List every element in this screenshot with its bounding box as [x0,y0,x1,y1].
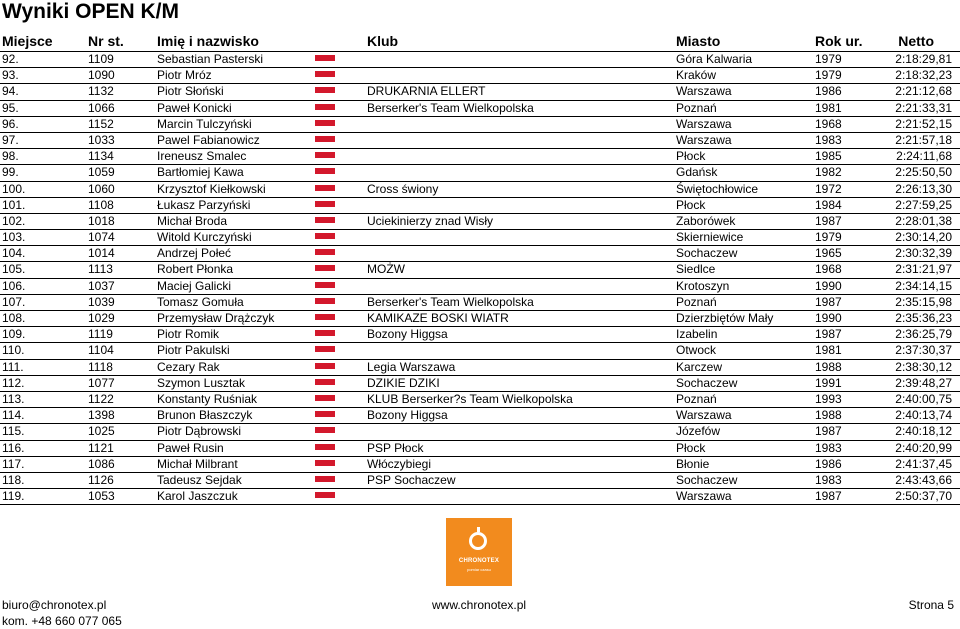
poland-flag-icon [315,279,335,288]
cell-nr: 1059 [88,165,115,180]
cell-city: Góra Kalwaria [676,52,753,66]
cell-nr: 1053 [88,489,115,504]
table-row [0,408,960,424]
table-row [0,133,960,149]
results-table [0,52,960,505]
cell-name: Piotr Dąbrowski [157,424,242,439]
cell-year: 1982 [815,165,842,180]
table-row [0,68,960,84]
cell-time: 2:30:32,39 [895,246,952,261]
table-row [0,52,960,68]
table-row [0,198,960,214]
cell-time: 2:18:29,81 [895,52,952,66]
cell-name: Maciej Galicki [157,278,232,293]
cell-club: PSP Sochaczew [367,472,456,487]
cell-club: Berserker's Team Wielkopolska [367,294,534,309]
cell-nr: 1025 [88,424,115,439]
poland-flag-icon [315,68,335,77]
cell-name: Przemysław Drążczyk [157,311,275,325]
cell-name: Michał Milbrant [157,456,238,471]
cell-nr: 1118 [88,359,113,374]
poland-flag-icon [315,311,335,320]
cell-time: 2:24:11,68 [896,149,952,164]
cell-nr: 1018 [88,213,115,228]
poland-flag-icon [315,230,335,239]
table-row [0,343,960,359]
cell-year: 1965 [815,246,842,261]
cell-nr: 1108 [88,197,114,212]
cell-city: Poznań [676,294,717,309]
cell-club: DZIKIE DZIKI [367,375,440,390]
poland-flag-icon [315,214,335,223]
cell-place: 106. [2,278,26,293]
cell-club: KAMIKAZE BOSKI WIATR [367,311,509,325]
cell-name: Ireneusz Smalec [157,149,247,164]
cell-name: Witold Kurczyński [157,230,252,245]
cell-place: 107. [2,294,26,309]
page-title: Wyniki OPEN K/M [2,0,179,23]
cell-name: Krzysztof Kiełkowski [157,181,266,196]
table-row [0,376,960,392]
cell-name: Piotr Mróz [157,68,212,83]
cell-nr: 1037 [88,278,115,293]
cell-nr: 1122 [88,391,114,406]
cell-time: 2:40:00,75 [895,391,952,406]
chronotex-logo [446,518,512,586]
cell-time: 2:34:14,15 [895,278,952,293]
header-city: Miasto [676,33,721,49]
poland-flag-icon [315,327,335,336]
cell-year: 1988 [815,359,842,374]
cell-year: 1987 [815,489,842,504]
cell-year: 1983 [815,440,842,455]
cell-place: 117. [2,456,25,471]
cell-place: 118. [2,472,25,487]
cell-city: Świętochłowice [676,181,759,196]
cell-nr: 1398 [88,408,115,423]
cell-place: 119. [2,489,25,504]
cell-year: 1968 [815,116,842,131]
cell-nr: 1090 [88,68,115,83]
cell-year: 1986 [815,84,842,99]
table-row [0,489,960,505]
table-row [0,295,960,311]
cell-nr: 1113 [88,262,113,277]
cell-city: Sochaczew [676,375,738,390]
cell-year: 1985 [815,149,842,164]
poland-flag-icon [315,182,335,191]
poland-flag-icon [315,489,335,498]
cell-time: 2:39:48,27 [895,375,952,390]
logo-text: CHRONOTEX [458,558,500,564]
cell-place: 104. [2,246,26,261]
cell-year: 1986 [815,456,842,471]
table-row [0,327,960,343]
cell-nr: 1104 [88,343,114,358]
cell-city: Poznań [676,391,717,406]
cell-name: Sebastian Pasterski [157,52,264,66]
footer-website[interactable]: www.chronotex.pl [432,598,527,612]
table-row [0,101,960,117]
cell-time: 2:21:57,18 [895,132,952,147]
cell-name: Piotr Romik [157,327,220,342]
header-year: Rok ur. [815,33,863,49]
cell-name: Łukasz Parzyński [157,197,251,212]
header-nr: Nr st. [88,33,124,49]
cell-name: Paweł Rusin [157,440,224,455]
cell-name: Marcin Tulczyński [157,116,252,131]
table-row [0,182,960,198]
cell-club: Berserker's Team Wielkopolska [367,100,534,115]
table-row [0,214,960,230]
cell-nr: 1039 [88,294,115,309]
cell-year: 1987 [815,294,842,309]
cell-name: Michał Broda [157,213,228,228]
cell-city: Zaborówek [676,213,736,228]
table-row [0,311,960,327]
cell-year: 1968 [815,262,842,277]
cell-time: 2:30:14,20 [895,230,952,245]
cell-year: 1984 [815,197,842,212]
cell-time: 2:26:13,30 [895,181,952,196]
cell-year: 1981 [815,100,842,115]
cell-nr: 1132 [88,84,114,99]
table-row [0,262,960,278]
cell-nr: 1029 [88,311,115,325]
cell-city: Józefów [676,424,721,439]
logo-subtext: pomiar czasu [467,567,491,572]
cell-name: Cezary Rak [157,359,220,374]
header-time: Netto [898,33,934,49]
poland-flag-icon [315,424,335,433]
poland-flag-icon [315,473,335,482]
poland-flag-icon [315,198,335,207]
table-row [0,441,960,457]
cell-nr: 1060 [88,181,115,196]
cell-time: 2:40:13,74 [895,408,952,423]
header-name: Imię i nazwisko [157,33,259,49]
cell-time: 2:28:01,38 [895,213,952,228]
table-row [0,392,960,408]
table-row [0,279,960,295]
cell-time: 2:27:59,25 [895,197,952,212]
cell-year: 1987 [815,424,842,439]
cell-place: 113. [2,391,25,406]
cell-club: Włóczybiegi [367,456,432,471]
cell-place: 95. [2,100,19,115]
table-row [0,149,960,165]
cell-club: Cross świony [367,181,439,196]
cell-time: 2:40:18,12 [895,424,952,439]
cell-city: Karczew [676,359,723,374]
cell-nr: 1074 [88,230,115,245]
cell-club: MOŻW [367,262,405,277]
cell-nr: 1126 [88,472,114,487]
table-row [0,117,960,133]
cell-year: 1981 [815,343,842,358]
cell-club: Legia Warszawa [367,359,456,374]
cell-city: Warszawa [676,132,732,147]
cell-club: Uciekinierzy znad Wisły [367,213,494,228]
cell-year: 1987 [815,213,842,228]
table-row [0,230,960,246]
cell-time: 2:38:30,12 [895,359,952,374]
cell-time: 2:25:50,50 [895,165,952,180]
cell-club: DRUKARNIA ELLERT [367,84,486,99]
cell-nr: 1077 [88,375,115,390]
table-row [0,84,960,100]
cell-club: Bozony Higgsa [367,408,448,423]
cell-city: Krotoszyn [676,278,730,293]
poland-flag-icon [315,149,335,158]
cell-nr: 1134 [88,149,114,164]
cell-city: Skierniewice [676,230,744,245]
cell-place: 96. [2,116,19,131]
cell-place: 109. [2,327,26,342]
poland-flag-icon [315,376,335,385]
cell-time: 2:43:43,66 [895,472,952,487]
cell-time: 2:35:15,98 [895,294,952,309]
table-row [0,424,960,440]
cell-year: 1991 [815,375,842,390]
poland-flag-icon [315,343,335,352]
cell-club: KLUB Berserker?s Team Wielkopolska [367,391,573,406]
cell-place: 115. [2,424,25,439]
cell-city: Kraków [676,68,717,83]
cell-year: 1990 [815,311,842,325]
poland-flag-icon [315,295,335,304]
footer-phone: kom. +48 660 077 065 [2,614,122,628]
cell-place: 110. [2,343,25,358]
cell-place: 105. [2,262,26,277]
cell-city: Warszawa [676,116,732,131]
cell-time: 2:41:37,45 [895,456,952,471]
cell-time: 2:21:33,31 [895,100,952,115]
cell-city: Izabelin [676,327,718,342]
header-place: Miejsce [2,33,53,49]
cell-year: 1993 [815,391,842,406]
poland-flag-icon [315,360,335,369]
table-row [0,473,960,489]
cell-city: Płock [676,440,706,455]
cell-city: Błonie [676,456,710,471]
stopwatch-icon [469,532,487,550]
cell-place: 101. [2,197,26,212]
cell-year: 1979 [815,52,842,66]
cell-club: Bozony Higgsa [367,327,448,342]
cell-nr: 1066 [88,100,115,115]
header-club: Klub [367,33,399,49]
table-row [0,165,960,181]
cell-name: Bartłomiej Kawa [157,165,244,180]
cell-place: 116. [2,440,25,455]
cell-nr: 1121 [88,440,114,455]
poland-flag-icon [315,133,335,142]
cell-name: Karol Jaszczuk [157,489,238,504]
cell-city: Sochaczew [676,472,738,487]
cell-time: 2:21:52,15 [895,116,952,131]
poland-flag-icon [315,52,335,61]
cell-year: 1983 [815,132,842,147]
poland-flag-icon [315,457,335,466]
cell-place: 99. [2,165,19,180]
cell-city: Warszawa [676,84,732,99]
poland-flag-icon [315,165,335,174]
cell-year: 1988 [815,408,842,423]
poland-flag-icon [315,101,335,110]
cell-place: 102. [2,213,26,228]
cell-time: 2:37:30,37 [895,343,952,358]
cell-year: 1972 [815,181,842,196]
table-row [0,360,960,376]
cell-city: Płock [676,149,706,164]
cell-name: Robert Płonka [157,262,234,277]
cell-city: Dzierzbiętów Mały [676,311,774,325]
cell-nr: 1152 [88,116,114,131]
poland-flag-icon [315,84,335,93]
cell-name: Paweł Konicki [157,100,232,115]
cell-time: 2:35:36,23 [895,311,952,325]
footer-email[interactable]: biuro@chronotex.pl [2,598,107,612]
cell-name: Konstanty Ruśniak [157,391,258,406]
cell-year: 1983 [815,472,842,487]
cell-place: 114. [2,408,25,423]
cell-place: 108. [2,311,26,325]
cell-time: 2:31:21,97 [895,262,952,277]
cell-place: 94. [2,84,19,99]
cell-city: Warszawa [676,489,732,504]
cell-time: 2:18:32,23 [895,68,952,83]
cell-name: Andrzej Połeć [157,246,232,261]
cell-place: 92. [2,52,19,66]
cell-time: 2:36:25,79 [895,327,952,342]
cell-nr: 1086 [88,456,115,471]
cell-city: Gdańsk [676,165,718,180]
cell-place: 112. [2,375,25,390]
cell-name: Pawel Fabianowicz [157,132,260,147]
table-header [0,32,960,50]
cell-city: Otwock [676,343,717,358]
poland-flag-icon [315,392,335,401]
cell-city: Siedlce [676,262,716,277]
cell-city: Warszawa [676,408,732,423]
cell-year: 1990 [815,278,842,293]
poland-flag-icon [315,441,335,450]
cell-time: 2:21:12,68 [895,84,952,99]
cell-name: Piotr Pakulski [157,343,230,358]
poland-flag-icon [315,408,335,417]
cell-place: 100. [2,181,26,196]
cell-nr: 1119 [88,327,113,342]
poland-flag-icon [315,262,335,271]
cell-nr: 1033 [88,132,115,147]
cell-place: 98. [2,149,19,164]
footer-page-number: Strona 5 [908,598,954,612]
cell-city: Płock [676,197,706,212]
table-row [0,457,960,473]
cell-year: 1979 [815,230,842,245]
cell-year: 1987 [815,327,842,342]
cell-year: 1979 [815,68,842,83]
cell-club: PSP Płock [367,440,424,455]
cell-name: Piotr Słoński [157,84,224,99]
cell-city: Sochaczew [676,246,738,261]
cell-name: Brunon Błaszczyk [157,408,253,423]
cell-nr: 1014 [88,246,115,261]
cell-place: 93. [2,68,19,83]
cell-nr: 1109 [88,52,114,66]
cell-place: 97. [2,132,19,147]
cell-name: Tadeusz Sejdak [157,472,242,487]
cell-time: 2:40:20,99 [895,440,952,455]
cell-city: Poznań [676,100,717,115]
cell-place: 103. [2,230,26,245]
cell-name: Szymon Lusztak [157,375,246,390]
cell-time: 2:50:37,70 [895,489,952,504]
poland-flag-icon [315,246,335,255]
cell-name: Tomasz Gomuła [157,294,244,309]
table-row [0,246,960,262]
cell-place: 111. [2,359,24,374]
poland-flag-icon [315,117,335,126]
